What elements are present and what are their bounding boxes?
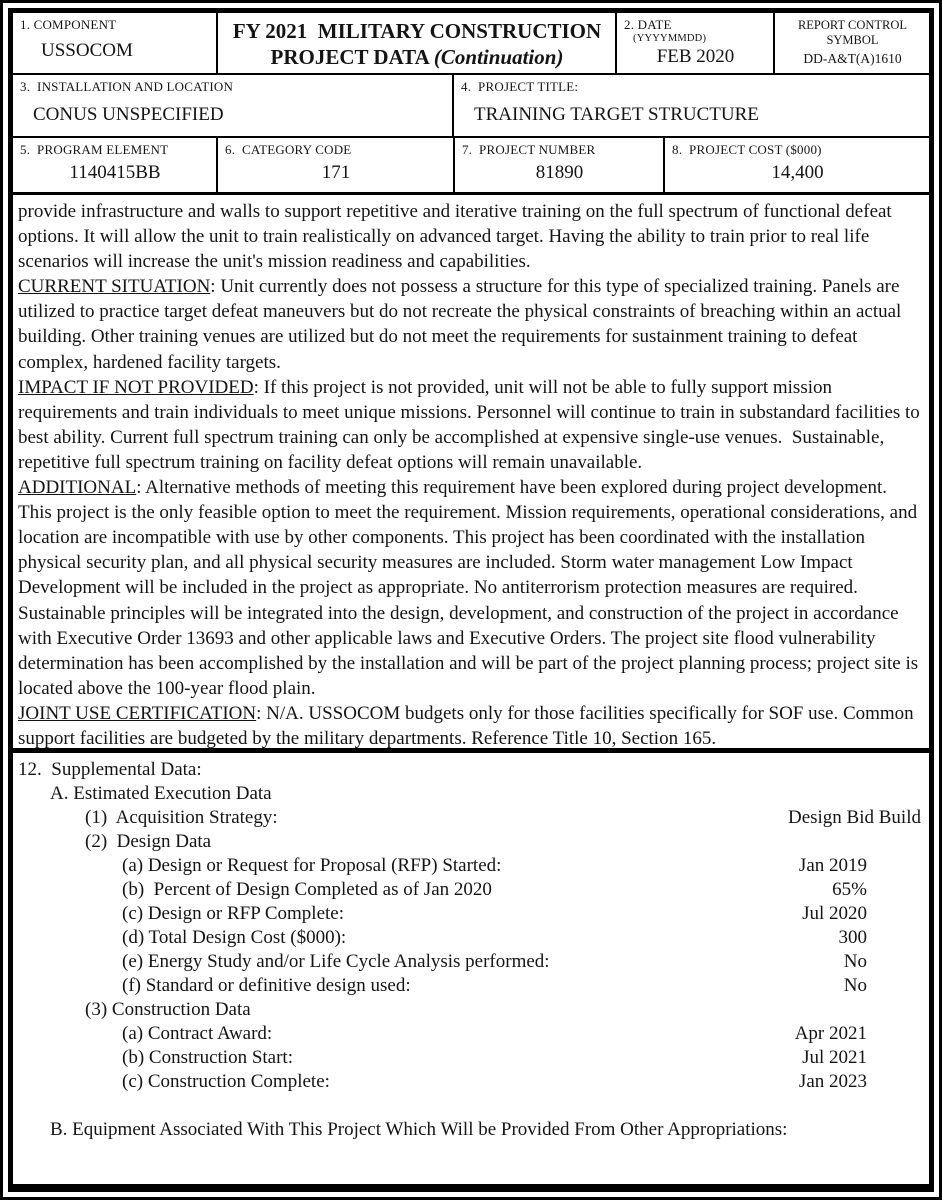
header-row-3 [13,138,929,195]
row-label: (a) Contract Award: [122,1023,273,1044]
contract-award-row [13,1022,929,1046]
design-rfp-started-row [13,854,929,878]
estimated-execution-data-heading [13,782,929,806]
form-title-continuation: (Continuation) [433,45,564,69]
paragraph-text: : If this project is not provided, unit will not be able to fully support mission requirements and train individuals to meet unique missions. Personnel will continue to train in substandard facilities to best ability. Current full spectrum training can only be accomplished at expensive single-use venues. Sustainable, repetitive full spectrum training on facility defeat options will remain unavailable. [18,376,925,473]
row-label: A. Estimated Execution Data [50,783,272,804]
component-value: USSOCOM [41,40,133,61]
row-value: 65% [832,879,867,900]
project-number-value: 81890 [535,162,584,183]
blank-row [13,1094,929,1118]
project-number-label: 7. PROJECT NUMBER [462,142,596,157]
paragraph-impact-if-not-provided [18,375,923,475]
row-label: (2) Design Data [85,831,212,852]
report-control-value: DD-A&T(A)1610 [803,51,902,66]
report-control-cell [775,13,929,73]
construction-start-row [13,1046,929,1070]
row-label: (e) Energy Study and/or Life Cycle Analysis performed: [122,951,550,972]
row-label: (c) Design or RFP Complete: [122,903,344,924]
narrative-body [13,195,929,748]
construction-complete-row [13,1070,929,1094]
project-cost-cell [665,138,929,192]
component-label: 1. COMPONENT [20,17,117,32]
row-value: Jan 2023 [798,1071,867,1092]
row-label: 12. Supplemental Data: [18,759,202,780]
form-border [8,8,934,1192]
paragraph-text: : N/A. USSOCOM budgets only for those facilities specifically for SOF use. Common support facilities are budgeted by the military departments. Reference Title 10, Section 165. [18,702,919,748]
row-label: (1) Acquisition Strategy: [85,807,278,828]
installation-cell [13,75,454,136]
energy-study-row [13,950,929,974]
row-value: No [843,975,867,996]
total-design-cost-row [13,926,929,950]
design-rfp-complete-row [13,902,929,926]
row-label: (a) Design or Request for Proposal (RFP) Started: [122,855,502,876]
report-control-label-line2: SYMBOL [826,33,879,47]
project-cost-label: 8. PROJECT COST ($000) [672,142,822,157]
paragraph-current-situation [18,274,923,374]
component-cell [13,13,218,73]
acquisition-strategy-row [13,806,929,830]
supplemental-data-section [13,753,929,1184]
category-code-label: 6. CATEGORY CODE [225,142,352,157]
row-label: (b) Percent of Design Completed as of Jan 2020 [122,879,492,900]
row-value: 300 [838,927,867,948]
percent-design-completed-row [13,878,929,902]
paragraph-heading: CURRENT SITUATION [18,276,211,298]
project-title-cell [454,75,929,136]
project-title-label: 4. PROJECT TITLE: [461,79,579,94]
report-control-label-line1: REPORT CONTROL [797,18,908,32]
project-number-cell [455,138,665,192]
date-cell [617,13,775,73]
header-row-1 [13,13,929,75]
row-label: (f) Standard or definitive design used: [122,975,411,996]
equipment-associated-heading [13,1118,929,1142]
project-cost-value: 14,400 [771,162,824,183]
date-format-label: (YYYYMMDD) [633,33,707,44]
date-value: FEB 2020 [656,46,735,67]
construction-data-heading [13,998,929,1022]
standard-design-row [13,974,929,998]
installation-label: 3. INSTALLATION AND LOCATION [20,79,234,94]
supplemental-section-heading [13,758,929,782]
category-code-value: 171 [321,162,351,183]
row-value: Jan 2019 [798,855,867,876]
form-title-line2-bold: PROJECT DATA [270,45,434,69]
paragraph-text: : Alternative methods of meeting this requirement have been explored during project development. This project is the only feasible option to meet the requirement. Mission requirements, operational considerations, and location are incompatible with use by other components. This project has been coordinated with the installation physical security plan, and all physical security measures are included. Storm water management Low Impact Development will be included in the project as appropriate. No antiterrorism protection measures are required. Sustainable principles will be integrated into the design, development, and construction of the project in accordance with Executive Order 13693 and other applicable laws and Executive Orders. The project site flood vulnerability determination has been accomplished by the installation and will be part of the project planning process; project site is located above the 100-year flood plain. [18,477,923,699]
paragraph-heading: ADDITIONAL [18,477,137,499]
row-value: Jul 2021 [802,1047,867,1068]
design-data-heading [13,830,929,854]
row-label: (b) Construction Start: [122,1047,293,1068]
paragraph-heading: JOINT USE CERTIFICATION [18,702,257,724]
program-element-cell [13,138,218,192]
form-title-cell [218,13,617,73]
row-value: Design Bid Build [787,807,921,828]
paragraph-heading: IMPACT IF NOT PROVIDED [18,376,254,398]
row-label: B. Equipment Associated With This Project Which Will be Provided From Other Appropriations: [50,1119,788,1140]
row-value: Jul 2020 [802,903,867,924]
form-title-line2 [271,44,564,70]
row-label: (d) Total Design Cost ($000): [122,927,347,948]
row-value: Apr 2021 [794,1023,867,1044]
row-label: (3) Construction Data [85,999,251,1020]
paragraph-text: : Unit currently does not possess a structure for this type of specialized training. Panels are utilized to practice target defeat maneuvers but do not recreate the physical constraints of breaching within an actual building. Other training venues are utilized but do not meet the requirements for sustainment training to defeat complex, hardened facility targets. [18,276,907,373]
program-element-label: 5. PROGRAM ELEMENT [20,142,169,157]
row-value: No [843,951,867,972]
date-label: 2. DATE [624,17,672,32]
installation-value: CONUS UNSPECIFIED [33,104,224,125]
paragraph-joint-use-certification [18,701,923,748]
header-row-2 [13,75,929,138]
category-code-cell [218,138,455,192]
paragraph-additional [18,475,923,701]
paragraph-continuation [18,199,923,274]
project-title-value: TRAINING TARGET STRUCTURE [474,104,759,125]
paragraph-text: provide infrastructure and walls to support repetitive and iterative training on the full spectrum of functional defeat options. It will allow the unit to train realistically on advanced target. Having the ability to train prior to real life scenarios will increase the unit's mission readiness and capabilities. [18,201,897,273]
row-label: (c) Construction Complete: [122,1071,330,1092]
program-element-value: 1140415BB [69,162,161,183]
form-title-line1: FY 2021 MILITARY CONSTRUCTION [232,19,602,43]
